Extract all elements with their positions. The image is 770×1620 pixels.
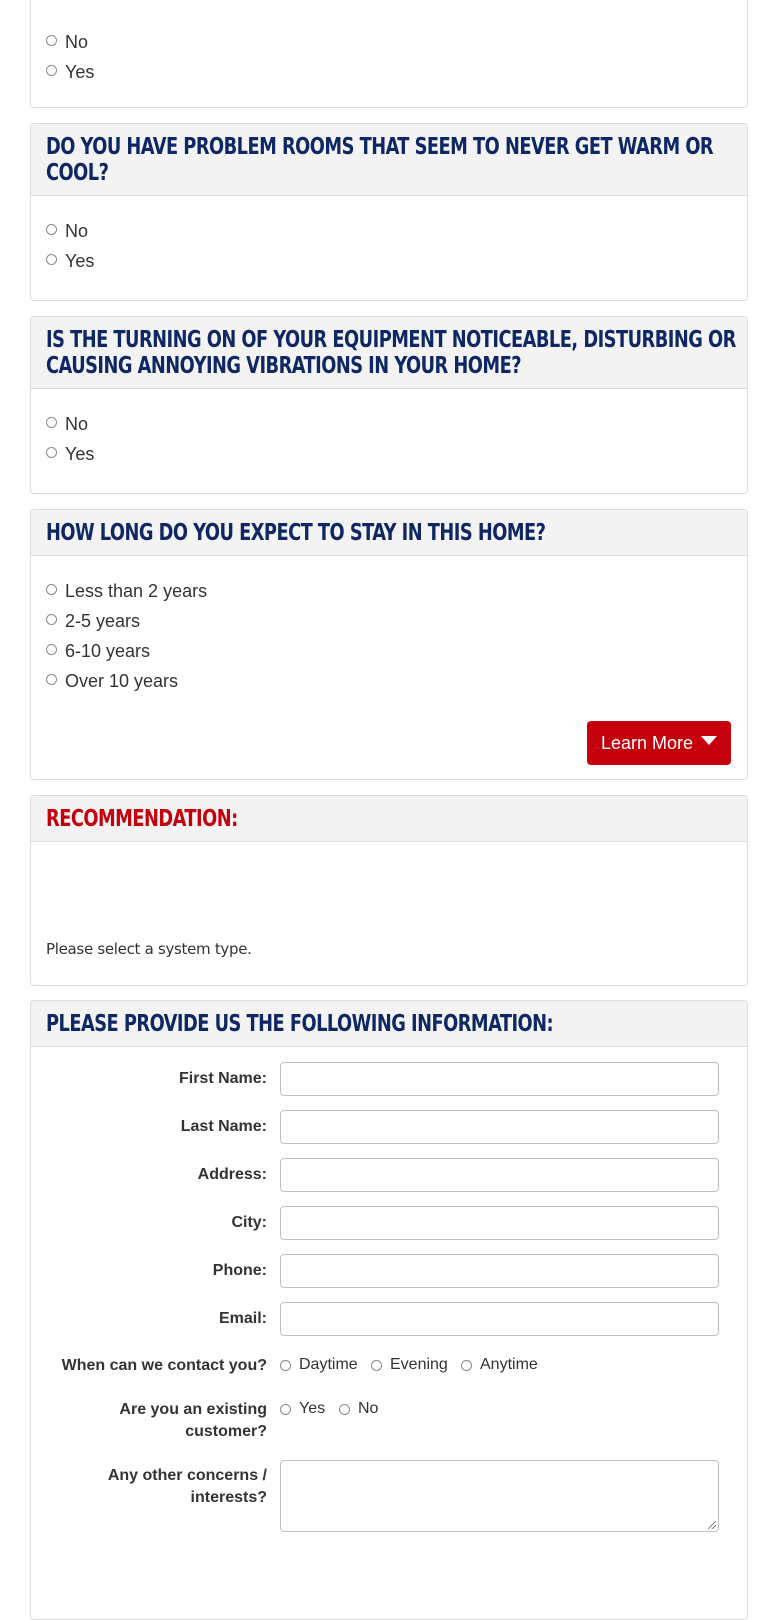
email-input[interactable]	[280, 1302, 719, 1336]
option-label: Evening	[390, 1356, 448, 1373]
option-yes[interactable]	[31, 439, 747, 469]
radio-button[interactable]	[46, 254, 57, 265]
option-yes[interactable]	[31, 246, 747, 276]
city-input[interactable]	[280, 1206, 719, 1240]
option-no[interactable]	[31, 27, 747, 57]
question-title: IS THE TURNING ON OF YOUR EQUIPMENT NOTICEABLE, DISTURBING OR CAUSING ANNOYING VIBRATIONS IN YOUR HOME?	[46, 327, 736, 379]
recommendation-panel	[30, 795, 748, 986]
question-title: DO YOU HAVE PROBLEM ROOMS THAT SEEM TO NEVER GET WARM OR COOL?	[46, 134, 714, 186]
option-less-than-2[interactable]	[31, 576, 747, 606]
existing-customer-label-line2: customer?	[185, 1423, 267, 1440]
question-panel-vibrations	[30, 316, 748, 494]
option-6-10[interactable]	[31, 636, 747, 666]
existing-no-option[interactable]	[339, 1400, 378, 1418]
radio-button[interactable]	[46, 417, 57, 428]
email-label: Email:	[218, 1310, 267, 1327]
concerns-label-line2: interests?	[190, 1489, 267, 1506]
option-yes[interactable]	[31, 57, 747, 87]
first-name-label: First Name:	[178, 1070, 267, 1087]
option-over-10[interactable]	[31, 666, 747, 696]
radio-button[interactable]	[371, 1360, 382, 1371]
option-label: Yes	[65, 61, 95, 82]
radio-button[interactable]	[46, 447, 57, 458]
radio-button[interactable]	[46, 35, 57, 46]
address-label: Address:	[197, 1166, 267, 1183]
option-label: Daytime	[299, 1356, 358, 1373]
radio-button[interactable]	[339, 1404, 350, 1415]
radio-button[interactable]	[46, 584, 57, 595]
option-label: Yes	[65, 250, 95, 271]
contact-time-label: When can we contact you?	[61, 1357, 267, 1374]
panel-header	[31, 317, 747, 389]
last-name-label: Last Name:	[180, 1118, 267, 1135]
city-label: City:	[231, 1214, 267, 1231]
radio-button[interactable]	[46, 224, 57, 235]
option-label: No	[358, 1400, 379, 1417]
phone-input[interactable]	[280, 1254, 719, 1288]
recommendation-text: Please select a system type.	[46, 940, 252, 958]
option-label: No	[65, 413, 89, 434]
last-name-input[interactable]	[280, 1110, 719, 1144]
learn-more-label: Learn More	[600, 732, 694, 753]
recommendation-title: RECOMMENDATION:	[46, 806, 238, 832]
concerns-label	[108, 1465, 267, 1509]
contact-anytime-option[interactable]	[461, 1356, 538, 1374]
learn-more-button[interactable]	[587, 721, 731, 765]
option-label: Yes	[65, 443, 95, 464]
existing-customer-label	[119, 1399, 267, 1443]
option-label: Anytime	[480, 1356, 538, 1373]
question-panel-stay-duration	[30, 509, 748, 780]
form-title: PLEASE PROVIDE US THE FOLLOWING INFORMATION:	[46, 1011, 554, 1037]
option-no[interactable]	[31, 409, 747, 439]
radio-button[interactable]	[280, 1360, 291, 1371]
option-label: 6-10 years	[65, 640, 151, 661]
option-label: No	[65, 31, 89, 52]
option-label: 2-5 years	[65, 610, 141, 631]
panel-header	[31, 510, 747, 556]
address-input[interactable]	[280, 1158, 719, 1192]
radio-button[interactable]	[280, 1404, 291, 1415]
question-panel-previous	[30, 0, 748, 108]
caret-down-icon	[701, 736, 717, 745]
panel-header	[31, 796, 747, 842]
option-2-5[interactable]	[31, 606, 747, 636]
concerns-label-line1: Any other concerns /	[107, 1467, 267, 1484]
first-name-input[interactable]	[280, 1062, 719, 1096]
information-form-panel	[30, 1000, 748, 1620]
radio-button[interactable]	[46, 674, 57, 685]
option-label: Over 10 years	[65, 670, 179, 691]
resize-handle-icon[interactable]	[708, 1521, 716, 1529]
question-title: HOW LONG DO YOU EXPECT TO STAY IN THIS HOME?	[46, 520, 546, 546]
phone-label: Phone:	[212, 1262, 267, 1279]
contact-daytime-option[interactable]	[280, 1356, 358, 1374]
existing-customer-label-line1: Are you an existing	[119, 1401, 267, 1418]
concerns-textarea[interactable]	[280, 1460, 719, 1532]
option-label: No	[65, 220, 89, 241]
existing-yes-option[interactable]	[280, 1400, 325, 1418]
panel-header	[31, 124, 747, 196]
radio-button[interactable]	[46, 65, 57, 76]
option-label: Less than 2 years	[65, 580, 208, 601]
radio-button[interactable]	[461, 1360, 472, 1371]
contact-evening-option[interactable]	[371, 1356, 448, 1374]
radio-button[interactable]	[46, 644, 57, 655]
panel-header	[31, 1001, 747, 1047]
radio-button[interactable]	[46, 614, 57, 625]
option-label: Yes	[299, 1400, 326, 1417]
question-panel-problem-rooms	[30, 123, 748, 301]
option-no[interactable]	[31, 216, 747, 246]
